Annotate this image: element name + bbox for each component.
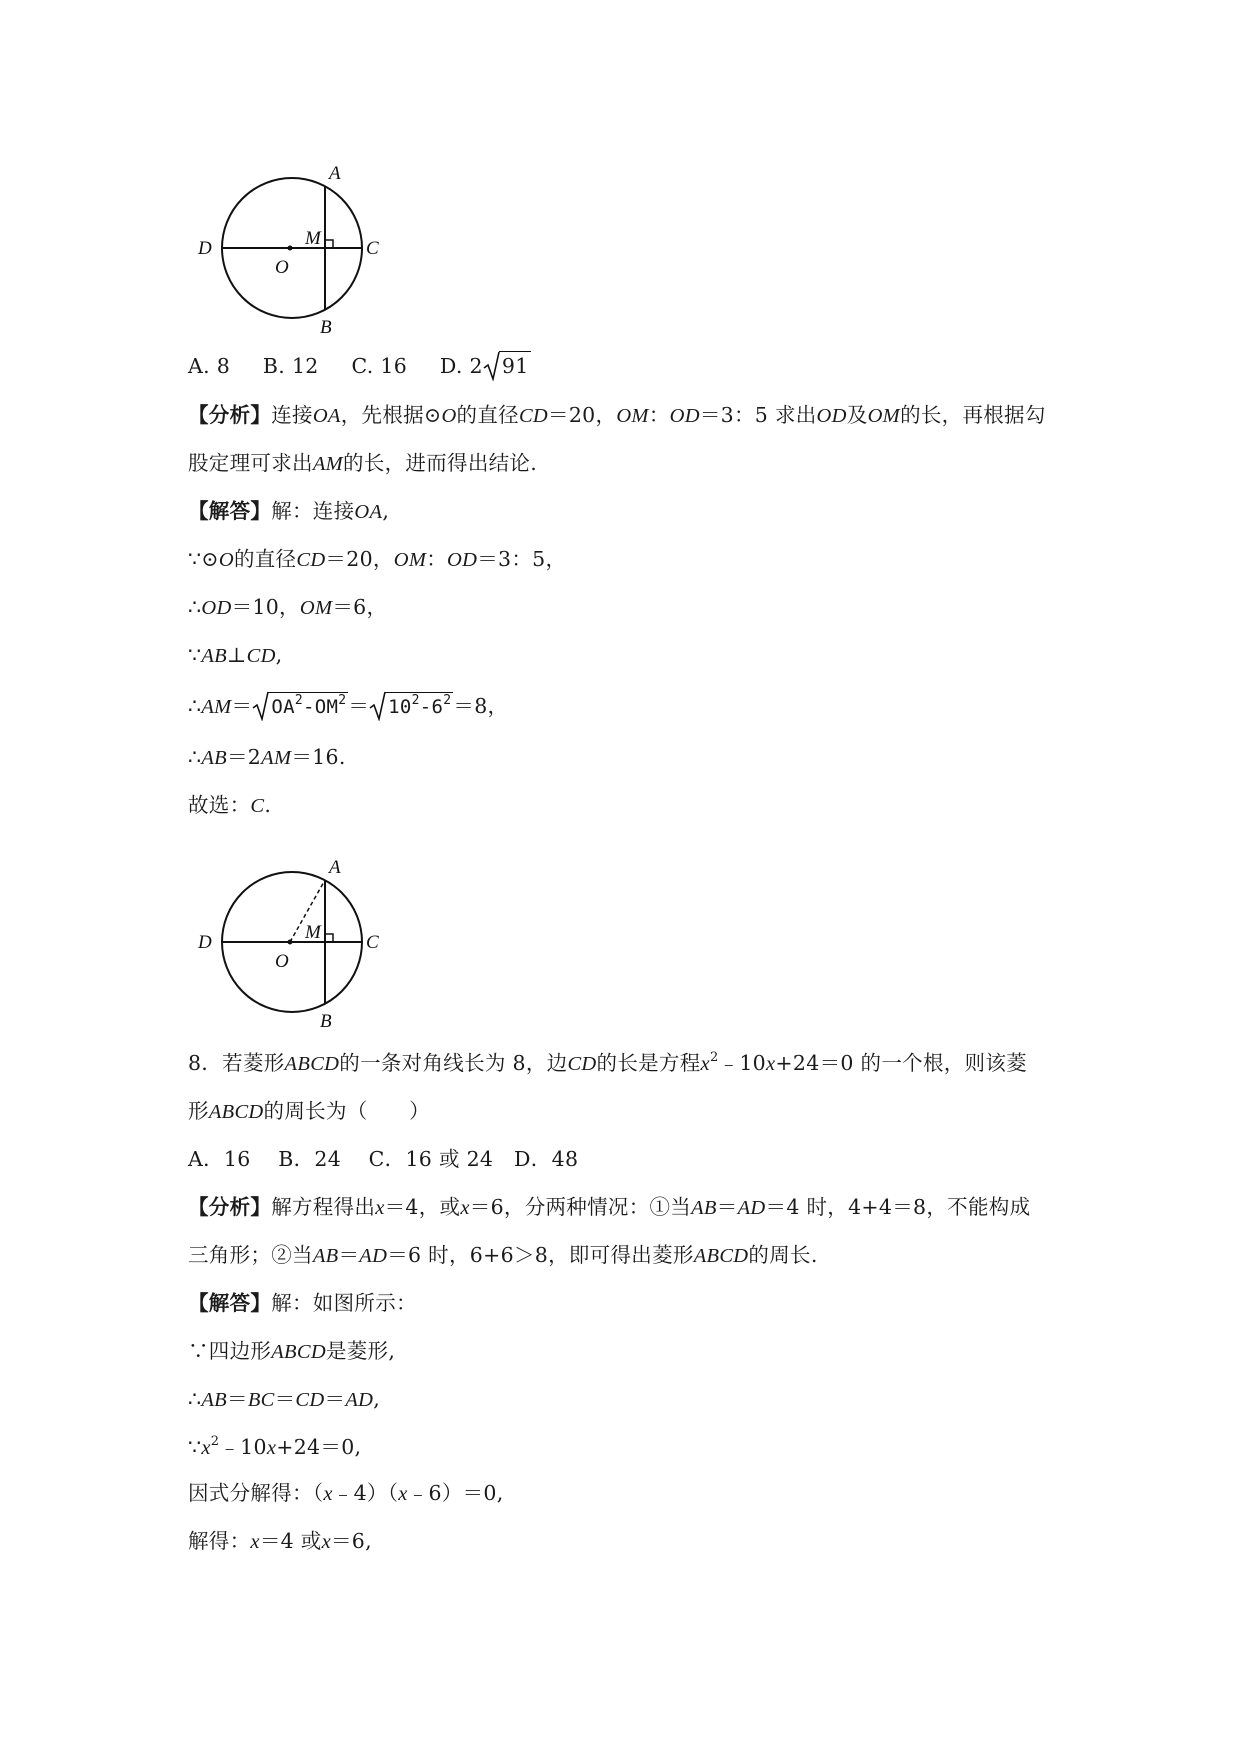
q8-solution-6: 解得：x＝4 或x＝6, [188, 1529, 372, 1553]
q7-solution-3: ∴OD＝10，OM＝6， [188, 595, 388, 619]
label-O: O [275, 951, 289, 972]
label-M: M [305, 228, 321, 249]
label-B: B [320, 1011, 332, 1032]
q8-solution-1: 【解答】解：如图所示： [188, 1291, 417, 1315]
q7-analysis-line-1: 【分析】连接OA，先根据⊙O的直径CD＝20，OM：OD＝3：5 求出OD及OM的长，再根据勾 [188, 403, 1046, 427]
q8-stem-line-1: 8．若菱形ABCD的一条对角线长为 8，边CD的长是方程$x^2﹣10x+24=0$ 的一个根，则该菱 [188, 1050, 1027, 1075]
q7-solution-5: ∴AM＝ $OA^2-OM^2=$ $10^2-6^2=8$， [188, 693, 509, 718]
label-B: B [320, 317, 332, 338]
circle-figure-2 [180, 852, 390, 1032]
label-D: D [198, 932, 212, 953]
q7-options: A. 8 B. 12 C. 16 D. 2 91 [188, 351, 1068, 381]
q7-solution-1: 【解答】解：连接OA, [188, 499, 390, 523]
q7-solution-7: 故选：C. [188, 793, 272, 817]
q7-solution-2: ∵⊙O的直径CD＝20，OM：OD＝3：5， [188, 547, 567, 571]
q8-options: A．16 B．24 C．16 或 24 D．48 [188, 1147, 579, 1171]
q8-stem-line-2: 形ABCD的周长为（ ） [188, 1099, 430, 1123]
q7-analysis-line-2: 股定理可求出AM的长，进而得出结论. [188, 451, 538, 475]
label-M: M [305, 922, 321, 943]
q8-solution-2: ∵四边形ABCD是菱形, [188, 1339, 396, 1363]
label-C: C [366, 238, 379, 259]
q7-solution-6: ∴AB＝2AM＝16. [188, 745, 346, 769]
q7-solution-4: ∵AB⊥CD, [188, 643, 283, 667]
label-O: O [275, 257, 289, 278]
label-A: A [329, 163, 341, 184]
q8-solution-4: $\because x^2﹣10x+24=0$, [188, 1434, 362, 1459]
label-A: A [329, 857, 341, 878]
label-C: C [366, 932, 379, 953]
circle-figure-1 [180, 158, 390, 338]
q8-solution-3: ∴AB＝BC＝CD＝AD, [188, 1387, 381, 1411]
q8-solution-5: 因式分解得：（x﹣4）（x﹣6）＝0, [188, 1481, 504, 1505]
q8-analysis-line-1: 【分析】解方程得出x＝4，或x＝6，分两种情况：①当AB＝AD＝4 时，4+4＝8，不能构成 [188, 1195, 1031, 1219]
label-D: D [198, 238, 212, 259]
q8-analysis-line-2: 三角形；②当AB＝AD＝6 时，6+6＞8，即可得出菱形ABCD的周长. [188, 1243, 818, 1267]
